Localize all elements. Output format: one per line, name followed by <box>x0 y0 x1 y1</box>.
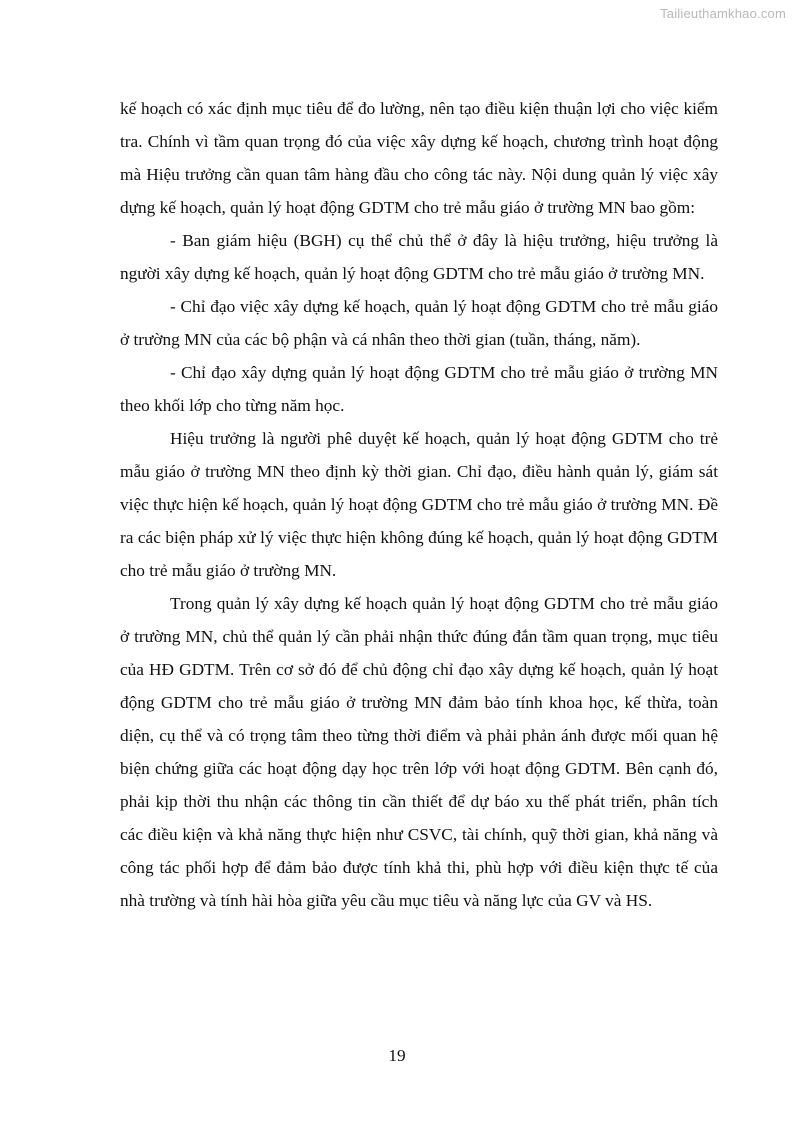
watermark: Tailieuthamkhao.com <box>660 6 786 21</box>
list-item-bgh: - Ban giám hiệu (BGH) cụ thể chủ thể ở đây là hiệu trưởng, hiệu trưởng là người xây dựng kế hoạch, quản lý hoạt động GDTM cho trẻ mẫu giáo ở trường MN. <box>120 231 718 283</box>
list-item-chi-dao-khoi-lop: - Chỉ đạo xây dựng quản lý hoạt động GDTM cho trẻ mẫu giáo ở trường MN theo khối lớp cho từng năm học. <box>120 363 718 415</box>
page-number: 19 <box>388 1046 406 1065</box>
paragraph-hieu-truong: Hiệu trưởng là người phê duyệt kế hoạch, quản lý hoạt động GDTM cho trẻ mẫu giáo ở trường MN theo định kỳ thời gian. Chỉ đạo, điều hành quản lý, giám sát việc thực hiện kế hoạch, quản lý hoạt động GDTM cho trẻ mẫu giáo ở trường MN. Đề ra các biện pháp xử lý việc thực hiện không đúng kế hoạch, quản lý hoạt động GDTM cho trẻ mẫu giáo ở trường MN. <box>120 429 718 580</box>
paragraph-continuation: kế hoạch có xác định mục tiêu để đo lường, nên tạo điều kiện thuận lợi cho việc kiểm tra. Chính vì tầm quan trọng đó của việc xây dựng kế hoạch, chương trình hoạt động mà Hiệu trưởng cần quan tâm hàng đầu cho công tác này. Nội dung quản lý việc xây dựng kế hoạch, quản lý hoạt động GDTM cho trẻ mẫu giáo ở trường MN bao gồm: <box>120 99 718 217</box>
document-body <box>120 92 718 917</box>
paragraph-trong-quan-ly: Trong quản lý xây dựng kế hoạch quản lý hoạt động GDTM cho trẻ mẫu giáo ở trường MN, chủ thể quản lý cần phải nhận thức đúng đắn tầm quan trọng, mục tiêu của HĐ GDTM. Trên cơ sở đó để chủ động chỉ đạo xây dựng kế hoạch, quản lý hoạt động GDTM cho trẻ mẫu giáo ở trường MN đảm bảo tính khoa học, kế thừa, toàn diện, cụ thể và có trọng tâm theo từng thời điểm và phải phản ánh được mối quan hệ biện chứng giữa các hoạt động dạy học trên lớp với hoạt động GDTM. Bên cạnh đó, phải kịp thời thu nhận các thông tin cần thiết để dự báo xu thế phát triển, phân tích các điều kiện và khả năng thực hiện như CSVC, tài chính, quỹ thời gian, khả năng và công tác phối hợp để đảm bảo được tính khả thi, phù hợp với điều kiện thực tế của nhà trường và tính hài hòa giữa yêu cầu mục tiêu và năng lực của GV và HS. <box>120 594 718 910</box>
list-item-chi-dao-bo-phan: - Chỉ đạo việc xây dựng kế hoạch, quản lý hoạt động GDTM cho trẻ mẫu giáo ở trường MN của các bộ phận và cá nhân theo thời gian (tuần, tháng, năm). <box>120 297 718 349</box>
